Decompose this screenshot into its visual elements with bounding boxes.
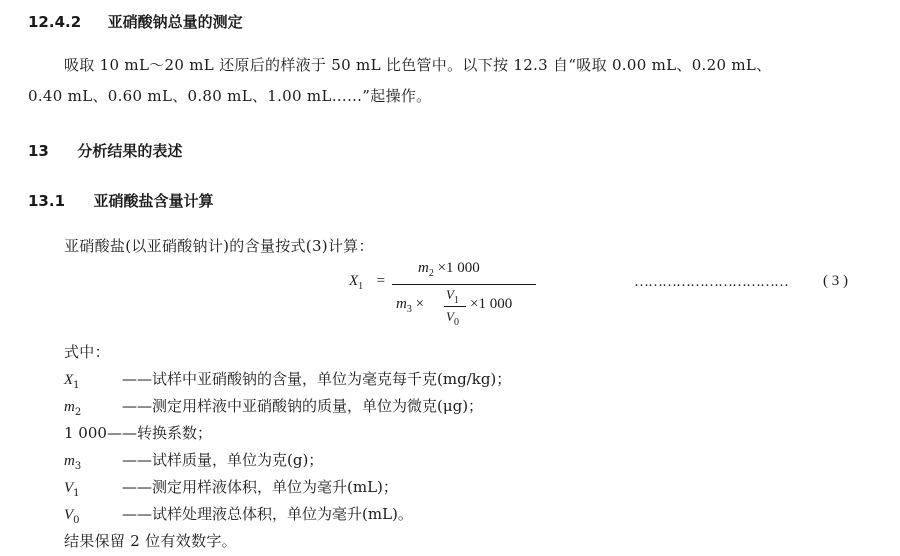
formula-leader-dots: ……………………………	[634, 274, 788, 290]
formula-lhs: $X_1$ =	[349, 273, 386, 292]
formula-inner-denominator: $V_0$	[446, 309, 459, 328]
legend-where: 式中：	[64, 343, 110, 361]
section-title: 亚硝酸盐含量计算	[93, 192, 214, 210]
formula-inner-fraction-bar	[444, 306, 466, 307]
section-heading-13	[28, 140, 182, 161]
formula-inner-numerator: $V_1$	[446, 287, 459, 306]
intro-text: 亚硝酸盐(以亚硝酸钠计)的含量按式(3)计算：	[64, 237, 374, 255]
section-heading-12-4-2	[28, 11, 243, 32]
formula-numerator: $m_2 \times 1$ 000	[418, 260, 480, 279]
paragraph-line-1: 吸取 10 mL～20 mL 还原后的样液于 50 mL 比色管中。以下按 12.3 自“吸取 0.00 mL、0.20 mL、	[64, 56, 772, 74]
section-heading-13-1	[28, 190, 214, 211]
section-number: 13.1	[28, 192, 66, 210]
section-number: 12.4.2	[28, 13, 82, 31]
legend-item-v1: $V_1$ ——测定用样液体积，单位为毫升(mL)；	[64, 478, 398, 499]
result-note: 结果保留 2 位有效数字。	[64, 532, 237, 550]
legend-item-x1: $X_1$ ——试样中亚硝酸钠的含量，单位为毫克每千克(mg/kg)；	[64, 370, 512, 391]
section-number: 13	[28, 142, 49, 160]
legend-item-v0: $V_0$ ——试样处理液总体积，单位为毫升(mL)。	[64, 505, 413, 526]
paragraph-line-2: 0.40 mL、0.60 mL、0.80 mL、1.00 mL……”起操作。	[28, 87, 432, 105]
equation-number: ( 3 )	[823, 273, 848, 289]
legend-item-m3: $m_3$ ——试样质量，单位为克(g)；	[64, 451, 324, 472]
formula-main-fraction-bar	[392, 284, 536, 285]
legend-item-conversion: 1 000——转换系数；	[64, 424, 212, 442]
legend-item-m2: $m_2$ ——测定用样液中亚硝酸钠的质量，单位为微克(μg)；	[64, 397, 484, 418]
formula-denominator-left: $m_3$ ×	[396, 296, 425, 315]
section-title: 分析结果的表述	[77, 142, 183, 160]
formula-denominator-right: ×1 000	[470, 296, 513, 312]
section-title: 亚硝酸钠总量的测定	[107, 13, 243, 31]
